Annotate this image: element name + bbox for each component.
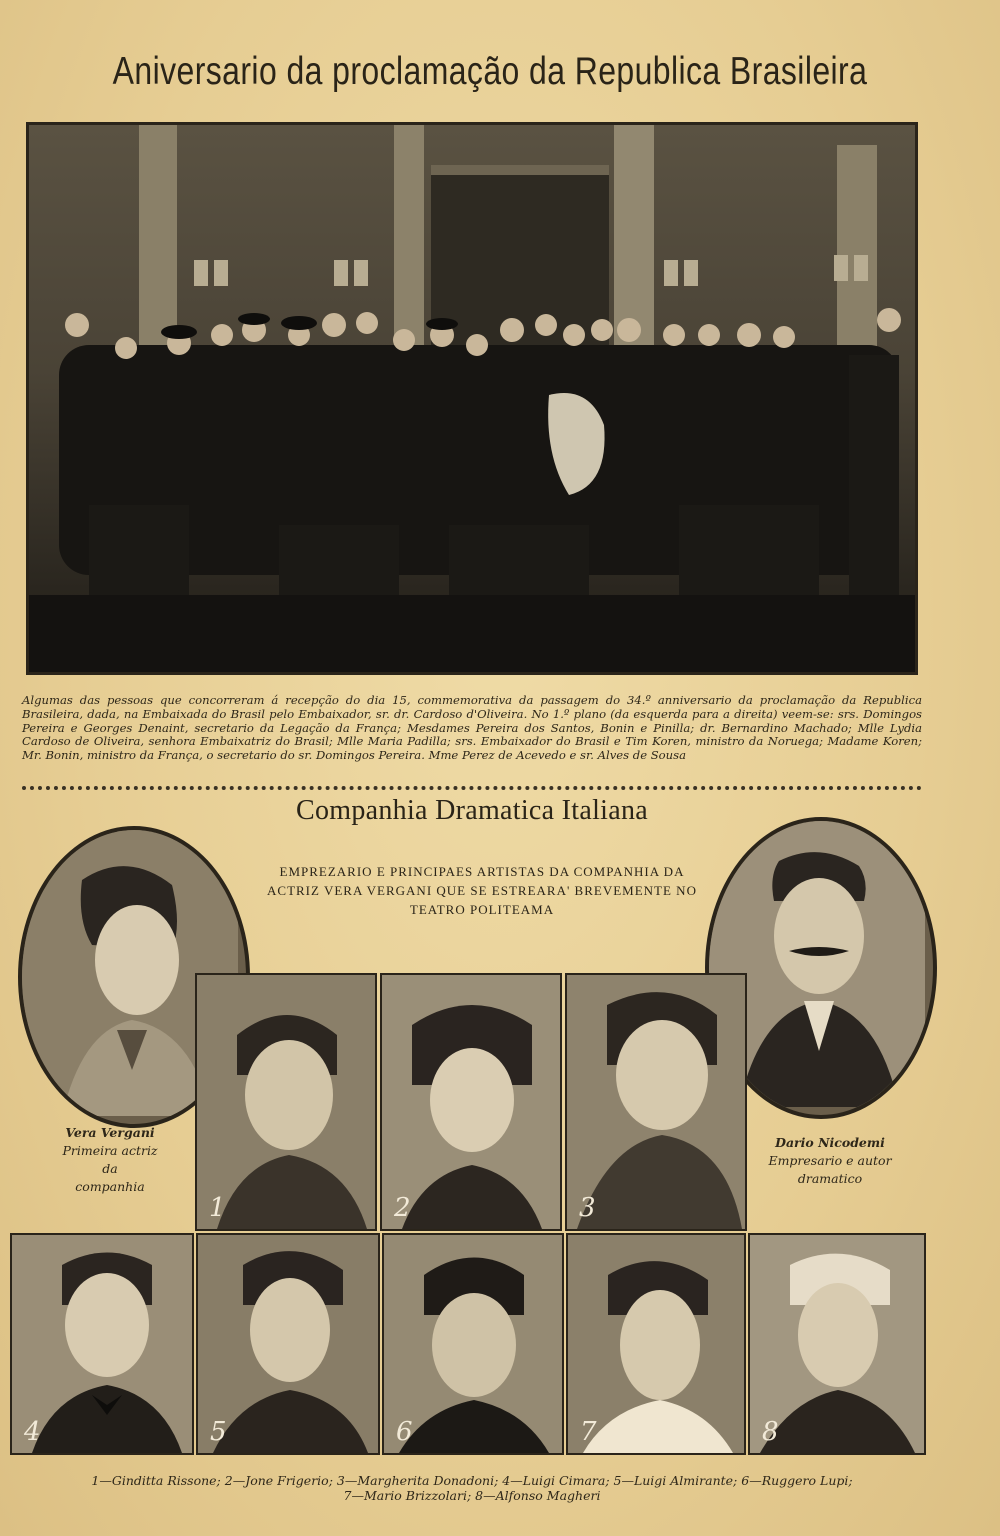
section-divider xyxy=(22,786,922,790)
main-photo-caption: Algumas das pessoas que concorreram á recepção do dia 15, commemorativa da passagem do 34.º anniversario da proclamação da Republica Brasileira, dada, na Embaixada do Brasil pelo Embaixador, sr. dr. Cardoso d'Oliveira. No 1.º plano (da esquerda para a direita) veem-se: srs. Domingos Pereira e Georges Denaint, secretario da Legação da França; Mesdames Pereira dos Santos, Bonin e Pinilla; dr. Bernardino Machado; Mlle Lydia Cardoso de Oliveira, senhora Embaixatriz do Brasil; Mlle Maria Padilla; srs. Embaixador do Brasil e Tim Koren, ministro da Noruega; Madame Koren; Mr. Bonin, ministro da França, o secretario do sr. Domingos Pereira. Mme Perez de Acevedo e sr. Alves de Sousa xyxy=(22,693,922,763)
portrait-tile-1 xyxy=(195,973,377,1231)
page-title: Aniversario da proclamação da Republica Brasileira xyxy=(112,50,868,93)
portrait-name-left: Vera Vergani xyxy=(65,1125,155,1140)
portrait-role-left-3: companhia xyxy=(75,1179,145,1194)
main-photo xyxy=(26,122,918,675)
portrait-role-left-2: da xyxy=(102,1161,118,1176)
tile-number-3: 3 xyxy=(579,1193,596,1223)
portrait-role-right-2: dramatico xyxy=(797,1171,863,1186)
portrait-tile-2 xyxy=(380,973,562,1231)
tile-number-5: 5 xyxy=(210,1417,227,1447)
portrait-caption-right xyxy=(750,1134,910,1188)
portrait-role-left-1: Primeira actriz xyxy=(62,1143,158,1158)
portrait-tile-3 xyxy=(565,973,747,1231)
portrait-caption-left xyxy=(30,1124,190,1196)
tile-number-8: 8 xyxy=(762,1417,779,1447)
tile-number-2: 2 xyxy=(394,1193,411,1223)
portrait-tile-5 xyxy=(196,1233,380,1455)
portrait-name-right: Dario Nicodemi xyxy=(775,1135,885,1150)
portrait-tile-8 xyxy=(748,1233,926,1455)
cast-list-caption xyxy=(22,1474,922,1503)
portrait-role-right-1: Empresario e autor xyxy=(768,1153,892,1168)
portrait-tile-7 xyxy=(566,1233,746,1455)
cast-list-line-1: 1—Ginditta Rissone; 2—Jone Frigerio; 3—Margherita Donadoni; 4—Luigi Cimara; 5—Luigi Almirante; 6—Ruggero Lupi; xyxy=(91,1473,853,1488)
tile-number-4: 4 xyxy=(24,1417,41,1447)
section-title: Companhia Dramatica Italiana xyxy=(295,795,649,826)
portrait-tile-6 xyxy=(382,1233,564,1455)
tile-number-1: 1 xyxy=(209,1193,226,1223)
tile-number-7: 7 xyxy=(580,1417,597,1447)
section-subtitle: EMPREZARIO E PRINCIPAES ARTISTAS DA COMPANHIA DA ACTRIZ VERA VERGANI QUE SE ESTREARA' BREVEMENTE NO TEATRO POLITEAMA xyxy=(267,864,697,917)
cast-list-line-2: 7—Mario Brizzolari; 8—Alfonso Magheri xyxy=(343,1487,601,1503)
tile-number-6: 6 xyxy=(396,1417,413,1447)
portrait-tile-4 xyxy=(10,1233,194,1455)
